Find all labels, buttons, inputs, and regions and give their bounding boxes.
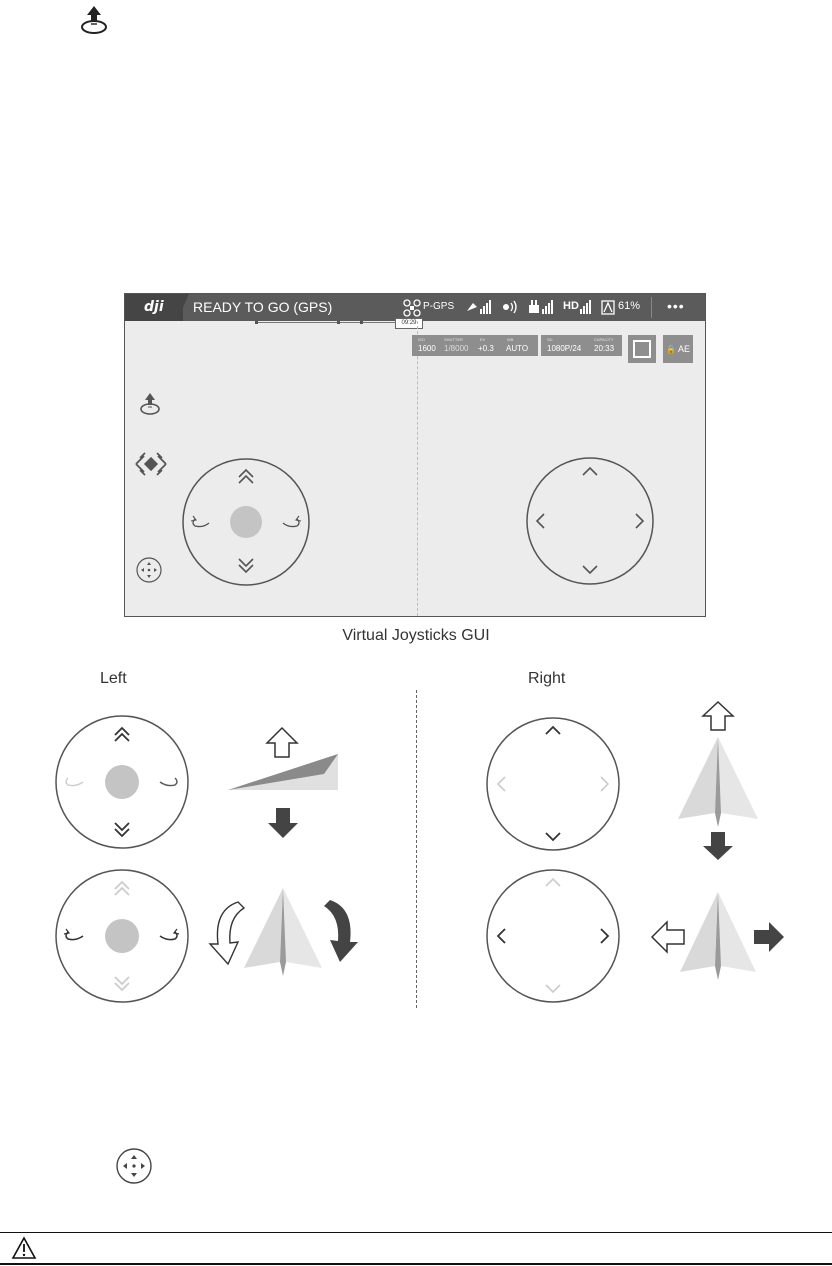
timeline-track xyxy=(255,322,417,323)
shutter-label: SHUTTER xyxy=(444,337,463,342)
timeline-marker xyxy=(360,321,363,324)
battery-icon xyxy=(601,300,615,315)
capacity-label: CAPACITY xyxy=(594,337,614,342)
timeline-time: 09:29 xyxy=(395,318,423,329)
plane-top-view-icon xyxy=(242,886,324,978)
ae-lock-button[interactable] xyxy=(663,335,693,363)
left-joystick-label: Left xyxy=(100,670,127,687)
status-text: READY TO GO (GPS) xyxy=(193,299,333,315)
timeline-marker xyxy=(255,321,258,324)
timeline-marker xyxy=(337,321,340,324)
iso-label: ISO xyxy=(418,337,425,342)
battery-level: 61% xyxy=(618,300,641,312)
screen-right-joystick[interactable] xyxy=(525,456,655,586)
plane-top-view-icon xyxy=(678,890,758,982)
plane-forward-icon xyxy=(676,735,760,829)
down-solid-arrow-icon xyxy=(265,806,301,840)
iso-value: 1600 xyxy=(418,344,436,353)
virtual-joystick-screen xyxy=(124,293,706,617)
camera-settings-panel[interactable] xyxy=(412,335,538,356)
warning-rule-bottom xyxy=(0,1263,832,1265)
dji-logo: dji xyxy=(144,299,164,315)
virtual-joystick-icon xyxy=(115,1147,153,1185)
aircraft-icon xyxy=(403,299,421,317)
screen-center-divider xyxy=(417,321,418,616)
ae-label: AE xyxy=(677,344,690,354)
sd-label: SD xyxy=(547,337,553,342)
warning-rule-top xyxy=(0,1232,832,1233)
left-joystick-yaw-diagram xyxy=(54,868,190,1004)
hd-signal-bars-icon xyxy=(580,300,594,314)
right-solid-arrow-icon xyxy=(752,920,786,954)
diagram-divider xyxy=(416,690,417,1008)
more-menu-button[interactable]: ••• xyxy=(667,298,685,314)
wb-label: WB xyxy=(507,337,514,342)
right-joystick-roll-diagram xyxy=(485,868,621,1004)
video-settings-panel[interactable] xyxy=(541,335,622,356)
up-outline-arrow-icon xyxy=(700,700,736,732)
left-joystick-throttle-diagram xyxy=(54,714,190,850)
rc-signal-icon xyxy=(528,299,556,315)
figure-caption: Virtual Joysticks GUI xyxy=(342,627,490,644)
flight-mode: P-GPS xyxy=(423,301,455,312)
shutter-value: 1/8000 xyxy=(444,344,469,353)
record-square-icon xyxy=(633,340,651,358)
right-joystick-label: Right xyxy=(528,670,566,687)
right-joystick-pitch-diagram xyxy=(485,716,621,852)
rotate-counterclockwise-arrow-icon xyxy=(206,898,246,966)
takeoff-icon xyxy=(77,4,111,36)
virtual-joystick-icon[interactable] xyxy=(135,556,163,584)
ev-value: +0.3 xyxy=(478,344,494,353)
ascending-plane-side-icon xyxy=(226,750,340,792)
warning-icon xyxy=(12,1237,36,1259)
capacity-value: 20:33 xyxy=(594,344,615,353)
lock-icon: 🔒 xyxy=(666,345,676,354)
hd-signal-label: HD xyxy=(563,300,579,312)
wb-value: AUTO xyxy=(506,344,529,353)
ev-label: EV xyxy=(480,337,486,342)
vision-signal-icon xyxy=(502,301,520,313)
status-bar xyxy=(125,294,705,321)
down-solid-arrow-icon xyxy=(700,830,736,862)
resolution-value: 1080P/24 xyxy=(547,344,582,353)
aircraft-status-icon[interactable] xyxy=(134,447,168,481)
rotate-clockwise-arrow-icon xyxy=(322,896,362,964)
auto-takeoff-icon[interactable] xyxy=(137,392,163,416)
status-divider xyxy=(651,297,652,318)
gps-signal-icon xyxy=(465,299,493,315)
screen-left-joystick[interactable] xyxy=(181,457,311,587)
